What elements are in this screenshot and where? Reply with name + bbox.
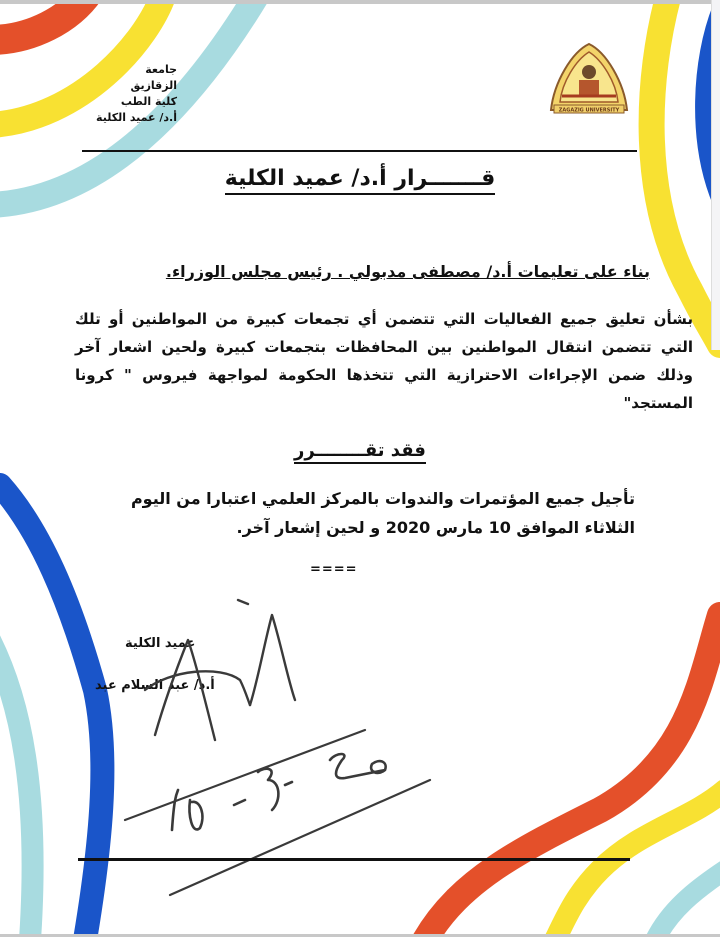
separator: ==== (310, 562, 358, 577)
institution-header (95, 62, 177, 126)
title-text: قـــــــرار أ.د/ عميد الكلية (225, 166, 496, 195)
decision-text: تأجيل جميع المؤتمرات والندوات بالمركز العلمي اعتبارا من اليوم الثلاثاء الموافق 10 مارس 2020 و لحين إشعار آخر. (130, 489, 635, 537)
preamble-paragraph: بشأن تعليق جميع الفعاليات التي تتضمن أي تجمعات كبيرة من المواطنين أو تلك التي تتضمن انتقال المواطنين بين المحافظات بتجمعات كبيرة ولحين اشعار آخر وذلك ضمن الإجراءات الاحترازية التي تتخذها الحكومة لمواجهة فيروس " كرونا المستجد" (75, 310, 693, 412)
decision-heading-text: فقد تقــــــــرر (294, 440, 426, 464)
svg-text:ZAGAZIG UNIVERSITY: ZAGAZIG UNIVERSITY (558, 107, 620, 114)
faculty-name: كلية الطب (120, 95, 177, 108)
footer-divider (78, 858, 630, 861)
university-logo-icon (548, 42, 630, 118)
top-edge (0, 0, 720, 4)
page-title (0, 166, 720, 191)
dean-office: أ.د/ عميد الكلية (96, 111, 177, 124)
reference-line: بناء على تعليمات أ.د/ مصطفى مدبولي . رئيس مجلس الوزراء. (165, 262, 650, 281)
signatory-title: عميد الكلية (125, 636, 196, 651)
header-divider (82, 150, 637, 152)
university-name: جامعة الزقازيق (130, 63, 177, 92)
decision-heading (0, 440, 720, 461)
signatory-name: أ.د/ عبد السلام عبد (95, 678, 215, 693)
